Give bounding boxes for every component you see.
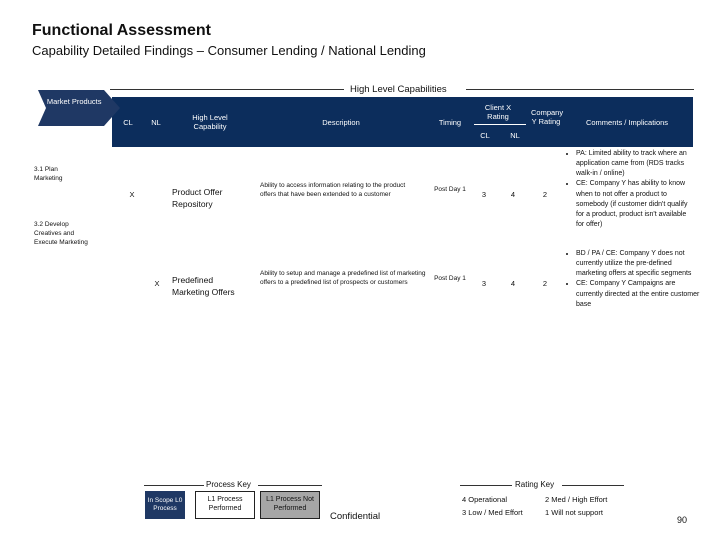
- row2-comment: • BD / PA / CE: Company Y does not currently utilize the pre-defined marketing offers at specific segments: [576, 249, 700, 279]
- rating-key-line-right: [562, 485, 624, 486]
- row1-timing: Post Day 1: [434, 186, 466, 193]
- header-client-divider: [474, 124, 526, 125]
- header-timing: Timing: [438, 118, 462, 127]
- rating-key-item: 4 Operational: [462, 495, 508, 504]
- row2-description: Ability to setup and manage a predefined list of marketing offers to a predefined list of prospects or customers: [260, 270, 426, 286]
- header-client-cl: CL: [480, 131, 490, 140]
- header-cl: CL: [123, 118, 133, 127]
- key-in-scope: In Scope L0 Process: [145, 491, 185, 519]
- row2-comments: [566, 249, 700, 310]
- header-nl: NL: [151, 118, 161, 127]
- process-key-line-left: [144, 485, 204, 486]
- header-comments: Comments / Implications: [585, 118, 669, 127]
- header-client-rating: Client X Rating: [484, 103, 512, 122]
- market-products-label: 3. Market Products: [38, 97, 102, 106]
- banner-line-right: [466, 89, 694, 90]
- process-key-title: Process Key: [206, 480, 251, 489]
- rating-key-title: Rating Key: [515, 480, 555, 489]
- market-products-arrow: [34, 90, 122, 126]
- banner-label: High Level Capabilities: [350, 84, 447, 95]
- header-capability: High Level Capability: [192, 113, 228, 132]
- row1-comment: • PA: Limited ability to track where an application came from (RDS tracks walk-in / online): [576, 149, 696, 179]
- process-key-line-right: [258, 485, 322, 486]
- page-number: 90: [677, 515, 688, 525]
- banner-line-left: [110, 89, 344, 90]
- page-subtitle: Capability Detailed Findings – Consumer Lending / National Lending: [32, 43, 426, 58]
- rating-key-line-left: [460, 485, 512, 486]
- header-company-rating: Company Y Rating: [531, 108, 564, 127]
- row2-client-nl: 4: [510, 279, 516, 288]
- row1-comments: [566, 149, 696, 230]
- row2-nl-mark: X: [154, 279, 160, 288]
- row1-client-cl: 3: [481, 190, 487, 199]
- row1-description: Ability to access information relating to the product offers that have been extended to a customer: [260, 182, 406, 198]
- rating-key-item: 2 Med / High Effort: [545, 495, 608, 504]
- key-performed: L1 Process Performed: [195, 491, 255, 519]
- rating-key-item: 3 Low / Med Effort: [462, 508, 523, 517]
- row2-capability: Predefined Marketing Offers: [172, 275, 235, 298]
- page-title: Functional Assessment: [32, 22, 212, 39]
- header-client-nl: NL: [510, 131, 520, 140]
- row1-cl-mark: X: [129, 190, 135, 199]
- confidential-label: Confidential: [330, 511, 381, 522]
- row1-company: 2: [542, 190, 548, 199]
- row1-client-nl: 4: [510, 190, 516, 199]
- process-3-2: 3.2 Develop Creatives and Execute Marketing: [34, 221, 88, 246]
- row1-capability: Product Offer Repository: [172, 187, 223, 210]
- key-not-performed: L1 Process Not Performed: [260, 491, 320, 519]
- row2-company: 2: [542, 279, 548, 288]
- rating-key-item: 1 Will not support: [545, 508, 603, 517]
- row2-timing: Post Day 1: [434, 275, 466, 282]
- row2-client-cl: 3: [481, 279, 487, 288]
- row1-comment: • CE: Company Y has ability to know when to not offer a product to somebody (if customer didn't qualify for a product, product isn't available for offer): [576, 179, 696, 230]
- process-3-1: 3.1 Plan Marketing: [34, 166, 63, 182]
- header-description: Description: [322, 118, 360, 127]
- row2-comment: • CE: Company Y Campaigns are currently directed at the entire customer base: [576, 279, 700, 309]
